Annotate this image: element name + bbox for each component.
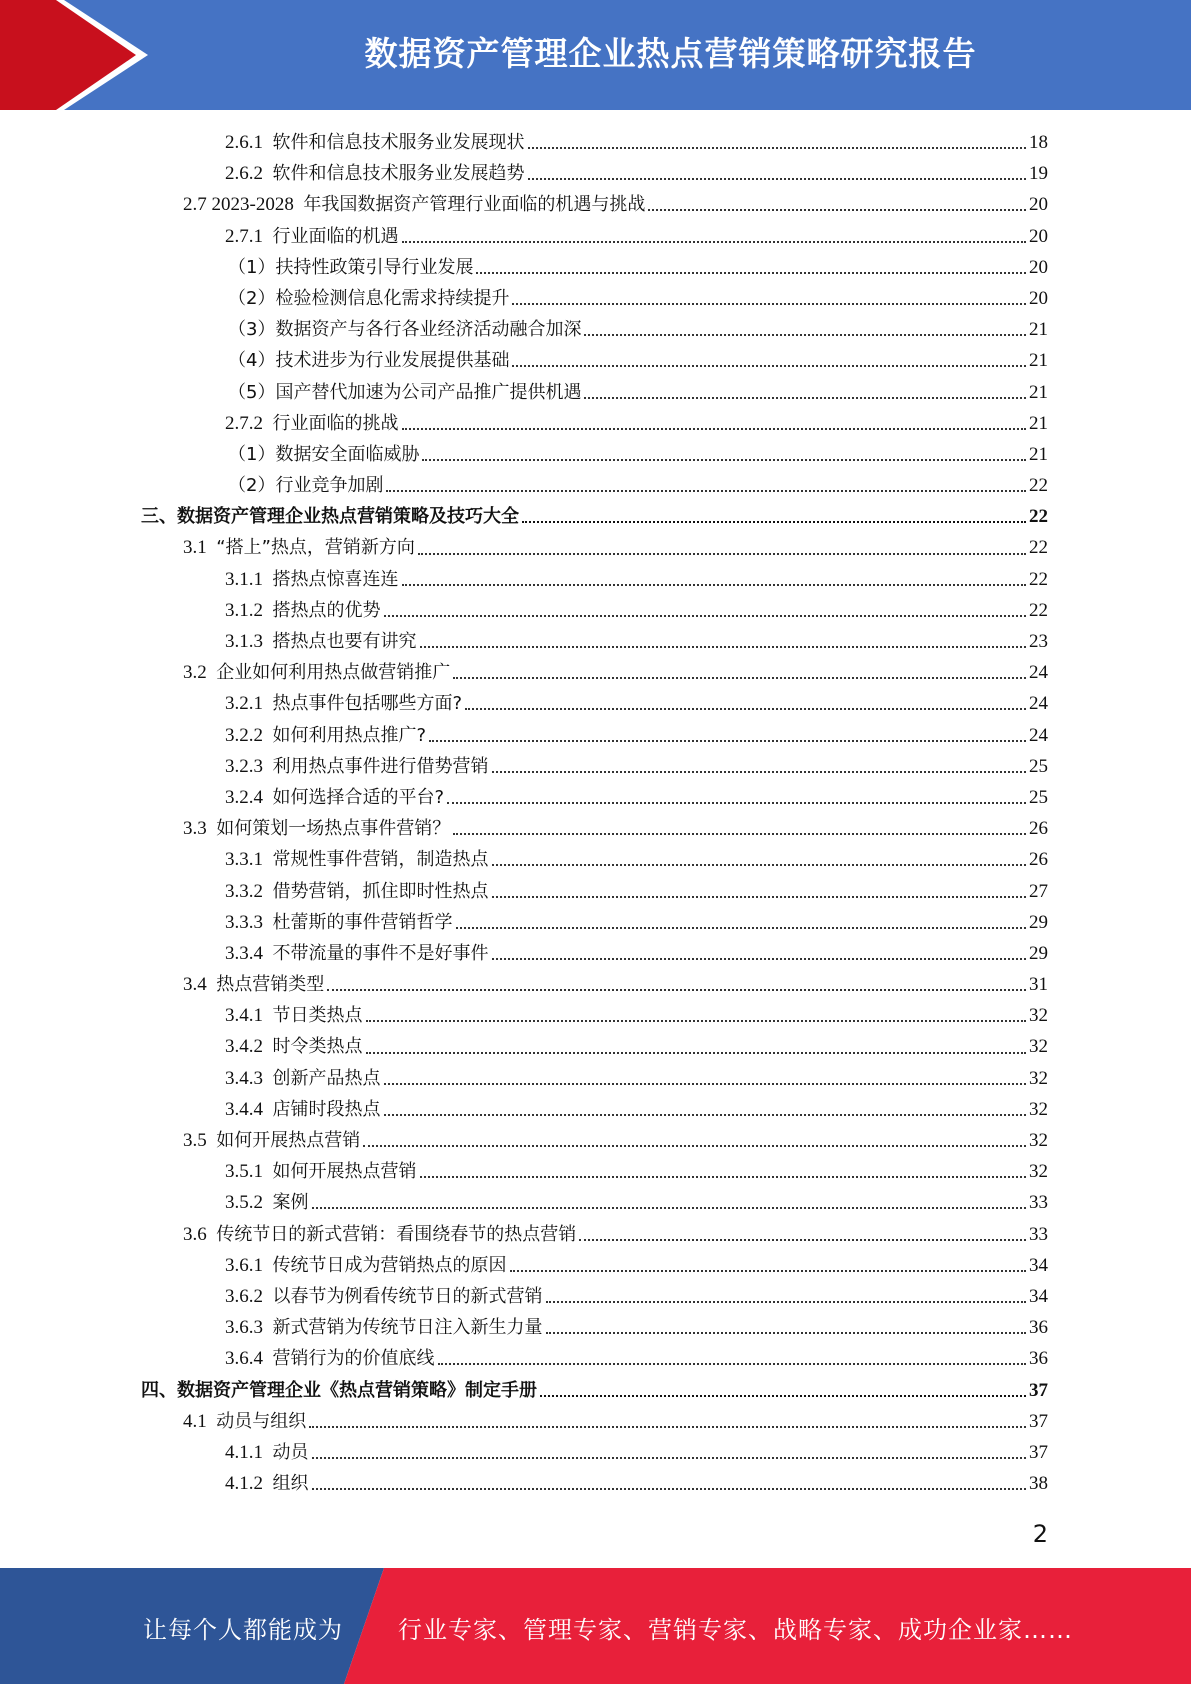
toc-entry-page: 32 [1029,1005,1048,1027]
toc-entry-number: 3.2.3 [225,755,263,777]
toc-entry[interactable] [0,688,1191,719]
toc-entry[interactable] [0,1281,1191,1312]
toc-entry-page: 20 [1029,194,1048,216]
toc-entry-title: 搭热点也要有讲究 [272,631,417,652]
toc-entry-spacer [263,1250,273,1281]
toc-leader-dots [420,645,1027,648]
toc-entry-spacer [263,1281,273,1312]
toc-entry-page: 22 [1029,537,1048,559]
toc-entry-spacer [263,907,273,938]
toc-entry[interactable] [0,876,1191,907]
toc-entry-title: 如何策划一场热点事件营销？ [216,818,451,840]
toc-entry-spacer [207,532,217,563]
toc-entry[interactable] [0,1312,1191,1343]
toc-leader-dots [579,1238,1026,1241]
toc-entry-page: 34 [1029,1254,1048,1276]
toc-entry-number: 2.6.2 [225,163,263,185]
toc-entry[interactable] [0,1031,1191,1062]
toc-leader-dots [327,988,1026,991]
toc-leader-dots [453,676,1026,679]
toc-entry-page: 32 [1029,1161,1048,1183]
page-header [0,0,1191,110]
toc-entry-page: 23 [1029,631,1048,652]
toc-entry-number: 3.4.3 [225,1067,263,1089]
toc-entry-title: 热点营销类型 [216,974,325,996]
toc-entry-title: 不带流量的事件不是好事件 [272,942,489,964]
toc-leader-dots [522,520,1026,523]
toc-leader-dots [648,208,1026,211]
toc-leader-dots [312,1206,1027,1209]
toc-entry-number: 3.6.2 [225,1285,263,1307]
toc-entry-page: 21 [1029,350,1048,372]
toc-leader-dots [422,458,1026,461]
toc-entry-spacer [263,1468,273,1499]
toc-entry-title: 如何选择合适的平台? [272,786,445,808]
toc-entry-title: 店铺时段热点 [272,1098,381,1120]
toc-leader-dots [386,489,1026,492]
toc-entry-title: （3）数据资产与各行各业经济活动融合加深 [228,319,582,341]
toc-entry[interactable] [0,283,1191,314]
toc-entry[interactable] [0,1094,1191,1125]
toc-entry-title: 软件和信息技术服务业发展趋势 [272,163,525,185]
toc-entry-spacer [263,688,273,719]
toc-entry-page: 21 [1029,443,1048,465]
toc-entry-title: 案例 [272,1192,309,1214]
toc-entry-number: 3.3.1 [225,849,263,871]
toc-entry[interactable] [0,595,1191,626]
toc-entry-page: 37 [1029,1441,1048,1463]
toc-entry[interactable] [0,969,1191,1000]
toc-entry-spacer [263,158,273,189]
toc-leader-dots [312,1456,1027,1459]
toc-leader-dots [402,583,1027,586]
toc-entry[interactable] [0,1125,1191,1156]
toc-entry[interactable] [0,189,1191,220]
toc-leader-dots [402,427,1027,430]
toc-entry-page: 37 [1029,1379,1048,1401]
toc-entry[interactable] [0,938,1191,969]
toc-leader-dots [429,739,1026,742]
page-number: 2 [1032,1520,1048,1548]
toc-entry-title: 软件和信息技术服务业发展现状 [272,132,525,153]
toc-leader-dots [540,1394,1026,1397]
toc-entry-number: 3.4.2 [225,1036,263,1058]
toc-entry-page: 34 [1029,1285,1048,1307]
toc-entry-spacer [263,1000,273,1031]
header-chevron-decoration [0,0,160,110]
toc-leader-dots [366,1019,1027,1022]
toc-entry-number: 2.7.1 [225,225,263,247]
toc-entry[interactable] [0,1375,1191,1406]
toc-entry-title: （5）国产替代加速为公司产品推广提供机遇 [228,381,582,403]
toc-entry[interactable] [0,377,1191,408]
toc-entry-spacer [294,189,304,220]
toc-entry-spacer [263,221,273,252]
toc-entry-spacer [263,1156,273,1187]
toc-entry[interactable] [0,844,1191,875]
toc-leader-dots [492,957,1027,960]
toc-entry-spacer [263,876,273,907]
toc-entry-title: （4）技术进步为行业发展提供基础 [228,350,510,372]
toc-entry-title: 三、数据资产管理企业热点营销策略及技巧大全 [141,506,519,528]
toc-entry-number: 3.5 [183,1130,207,1151]
toc-entry-number: 3.3.2 [225,880,263,902]
toc-entry[interactable] [0,626,1191,657]
toc-entry-number: 2.7.2 [225,412,263,434]
toc-entry-title: 动员与组织 [216,1410,307,1432]
toc-entry-number: 4.1.1 [225,1441,263,1463]
toc-entry-title: 传统节日成为营销热点的原因 [272,1254,507,1276]
toc-entry-number: 3.1 [183,537,207,559]
toc-entry-page: 32 [1029,1067,1048,1089]
toc-leader-dots [438,1362,1027,1365]
toc-entry-page: 20 [1029,287,1048,309]
toc-leader-dots [309,1425,1026,1428]
toc-entry-title: 搭热点惊喜连连 [272,568,399,590]
toc-entry-spacer [207,969,217,1000]
toc-entry[interactable] [0,1187,1191,1218]
toc-entry[interactable] [0,532,1191,563]
toc-entry-title: 以春节为例看传统节日的新式营销 [272,1285,543,1307]
toc-entry[interactable] [0,158,1191,189]
toc-entry-spacer [263,1094,273,1125]
toc-leader-dots [456,926,1027,929]
toc-entry-page: 36 [1029,1317,1048,1339]
toc-entry-spacer [207,813,217,844]
toc-entry[interactable] [0,1219,1191,1250]
toc-leader-dots [492,863,1027,866]
toc-entry-number: 3.2 [183,662,207,684]
toc-entry-page: 22 [1029,506,1048,528]
toc-entry-spacer [263,1187,273,1218]
toc-leader-dots [510,1269,1027,1272]
toc-entry-title: 新式营销为传统节日注入新生力量 [272,1317,543,1339]
toc-entry[interactable] [0,127,1191,158]
toc-entry-title: 搭热点的优势 [272,599,381,621]
toc-entry-page: 33 [1029,1192,1048,1214]
toc-leader-dots [528,177,1027,180]
toc-entry-number: 3.4 [183,974,207,996]
toc-entry-spacer [263,751,273,782]
toc-entry[interactable] [0,408,1191,439]
toc-leader-dots [402,240,1027,243]
toc-entry-page: 27 [1029,880,1048,902]
toc-entry-title: 动员 [272,1441,309,1463]
report-title: 数据资产管理企业热点营销策略研究报告 [364,34,977,73]
toc-leader-dots [363,1144,1026,1147]
toc-entry-page: 18 [1029,132,1048,153]
toc-entry-number: 3.3.3 [225,911,263,933]
toc-leader-dots [546,1331,1027,1334]
toc-entry-title: （2）行业竞争加剧 [228,475,384,497]
toc-entry-page: 25 [1029,786,1048,808]
toc-entry[interactable] [0,314,1191,345]
toc-entry-title: 年我国数据资产管理行业面临的机遇与挑战 [303,194,646,216]
toc-leader-dots [584,333,1026,336]
toc-entry-number: 3.2.1 [225,693,263,715]
toc-entry-page: 32 [1029,1098,1048,1120]
toc-entry-page: 33 [1029,1223,1048,1245]
toc-entry-number: 3.4.4 [225,1098,263,1120]
toc-leader-dots [384,614,1027,617]
toc-entry-title: 如何开展热点营销 [216,1130,361,1151]
toc-leader-dots [366,1051,1027,1054]
toc-entry[interactable] [0,1063,1191,1094]
toc-entry[interactable] [0,657,1191,688]
toc-entry-title: “搭上”热点，营销新方向 [216,537,415,559]
toc-entry-number: 3.2.2 [225,724,263,746]
toc-entry[interactable] [0,782,1191,813]
toc-entry-title: 四、数据资产管理企业《热点营销策略》制定手册 [141,1379,537,1401]
toc-entry[interactable] [0,345,1191,376]
toc-entry-number: 3.4.1 [225,1005,263,1027]
toc-entry-title: 杜蕾斯的事件营销哲学 [272,911,453,933]
footer-slogan-left: 让每个人都能成为 [143,1616,343,1644]
toc-entry-page: 37 [1029,1410,1048,1432]
toc-entry-number: 3.1.1 [225,568,263,590]
toc-entry-title: 如何利用热点推广? [272,724,427,746]
toc-leader-dots [384,1113,1027,1116]
toc-entry-page: 22 [1029,568,1048,590]
toc-leader-dots [492,895,1027,898]
toc-entry-page: 26 [1029,818,1048,840]
toc-leader-dots [492,770,1027,773]
toc-entry-title: 常规性事件营销，制造热点 [272,849,489,871]
toc-entry[interactable] [0,252,1191,283]
toc-entry-spacer [263,782,273,813]
toc-entry[interactable] [0,501,1191,532]
toc-entry-spacer [263,938,273,969]
toc-entry-spacer [207,1219,217,1250]
toc-entry-page: 29 [1029,911,1048,933]
toc-entry-spacer [263,720,273,751]
toc-entry[interactable] [0,439,1191,470]
toc-entry-page: 20 [1029,225,1048,247]
toc-entry-page: 21 [1029,412,1048,434]
toc-entry-page: 26 [1029,849,1048,871]
toc-entry[interactable] [0,1468,1191,1499]
toc-entry[interactable] [0,1156,1191,1187]
toc-leader-dots [384,1082,1027,1085]
footer-slogan-right: 行业专家、管理专家、营销专家、战略专家、成功企业家…… [398,1616,1073,1644]
toc-entry-title: 节日类热点 [272,1005,363,1027]
toc-entry-number: 3.6.3 [225,1317,263,1339]
toc-entry-title: 行业面临的挑战 [272,412,399,434]
toc-entry-page: 24 [1029,662,1048,684]
toc-leader-dots [512,364,1026,367]
toc-entry-number: 3.2.4 [225,786,263,808]
toc-entry-page: 20 [1029,256,1048,278]
toc-entry-title: （1）扶持性政策引导行业发展 [228,256,474,278]
toc-leader-dots [546,1300,1027,1303]
toc-entry-page: 22 [1029,599,1048,621]
toc-entry-spacer [263,626,273,657]
toc-entry-page: 24 [1029,724,1048,746]
toc-entry-title: 行业面临的机遇 [272,225,399,247]
toc-entry-title: 传统节日的新式营销：看围绕春节的热点营销 [216,1223,577,1245]
toc-entry-title: 如何开展热点营销 [272,1161,417,1183]
toc-entry-title: 时令类热点 [272,1036,363,1058]
toc-leader-dots [453,832,1026,835]
toc-entry-spacer [263,595,273,626]
toc-entry-page: 32 [1029,1130,1048,1151]
toc-entry[interactable] [0,751,1191,782]
toc-entry-page: 36 [1029,1348,1048,1370]
toc-entry[interactable] [0,221,1191,252]
toc-entry-page: 25 [1029,755,1048,777]
toc-entry-page: 38 [1029,1473,1048,1495]
toc-entry-page: 19 [1029,163,1048,185]
toc-entry-number: 3.5.1 [225,1161,263,1183]
toc-entry-page: 29 [1029,942,1048,964]
toc-entry-number: 3.1.3 [225,631,263,652]
toc-entry[interactable] [0,1000,1191,1031]
toc-leader-dots [476,271,1026,274]
toc-leader-dots [528,146,1027,149]
page-footer [0,1568,1191,1684]
toc-entry[interactable] [0,564,1191,595]
toc-entry-number: 3.6.1 [225,1254,263,1276]
toc-entry[interactable] [0,1406,1191,1437]
toc-leader-dots [512,302,1026,305]
table-of-contents [0,127,1191,1499]
toc-entry-page: 24 [1029,693,1048,715]
toc-entry-spacer [207,1406,217,1437]
toc-entry-spacer [263,1437,273,1468]
toc-entry-page: 31 [1029,974,1048,996]
toc-entry[interactable] [0,470,1191,501]
toc-entry[interactable] [0,813,1191,844]
toc-entry-page: 32 [1029,1036,1048,1058]
toc-entry[interactable] [0,720,1191,751]
toc-leader-dots [420,1175,1027,1178]
toc-entry-number: 3.3 [183,818,207,840]
toc-entry-page: 21 [1029,381,1048,403]
toc-entry-title: 创新产品热点 [272,1067,381,1089]
toc-entry-number: 2.6.1 [225,132,263,153]
toc-entry-spacer [207,1125,217,1156]
toc-entry-title: 热点事件包括哪些方面? [272,693,463,715]
toc-entry-number: 3.6.4 [225,1348,263,1370]
toc-entry-title: （2）检验检测信息化需求持续提升 [228,287,510,309]
toc-entry[interactable] [0,1250,1191,1281]
toc-entry-title: 组织 [272,1473,309,1495]
toc-leader-dots [418,552,1026,555]
toc-entry-number: 4.1 [183,1410,207,1432]
toc-entry-spacer [263,1031,273,1062]
toc-entry-number: 2.7 2023-2028 [183,194,294,216]
toc-entry-title: （1）数据安全面临威胁 [228,443,420,465]
toc-entry-number: 3.1.2 [225,599,263,621]
toc-entry[interactable] [0,907,1191,938]
toc-entry-spacer [263,408,273,439]
toc-leader-dots [584,396,1026,399]
toc-entry-spacer [263,1343,273,1374]
toc-entry-number: 3.3.4 [225,942,263,964]
toc-entry-title: 借势营销，抓住即时性热点 [272,880,489,902]
toc-entry-title: 营销行为的价值底线 [272,1348,435,1370]
toc-entry-spacer [263,1312,273,1343]
toc-entry-title: 企业如何利用热点做营销推广 [216,662,451,684]
toc-entry[interactable] [0,1437,1191,1468]
toc-entry-spacer [207,657,217,688]
toc-entry-number: 4.1.2 [225,1473,263,1495]
toc-leader-dots [447,801,1026,804]
toc-entry-page: 21 [1029,319,1048,341]
toc-entry-spacer [263,127,273,158]
toc-entry-spacer [263,1063,273,1094]
toc-entry-number: 3.5.2 [225,1192,263,1214]
toc-entry-page: 22 [1029,475,1048,497]
toc-entry[interactable] [0,1343,1191,1374]
toc-leader-dots [465,707,1026,710]
toc-entry-spacer [263,564,273,595]
toc-entry-spacer [263,844,273,875]
toc-leader-dots [312,1487,1027,1490]
toc-entry-title: 利用热点事件进行借势营销 [272,755,489,777]
toc-entry-number: 3.6 [183,1223,207,1245]
